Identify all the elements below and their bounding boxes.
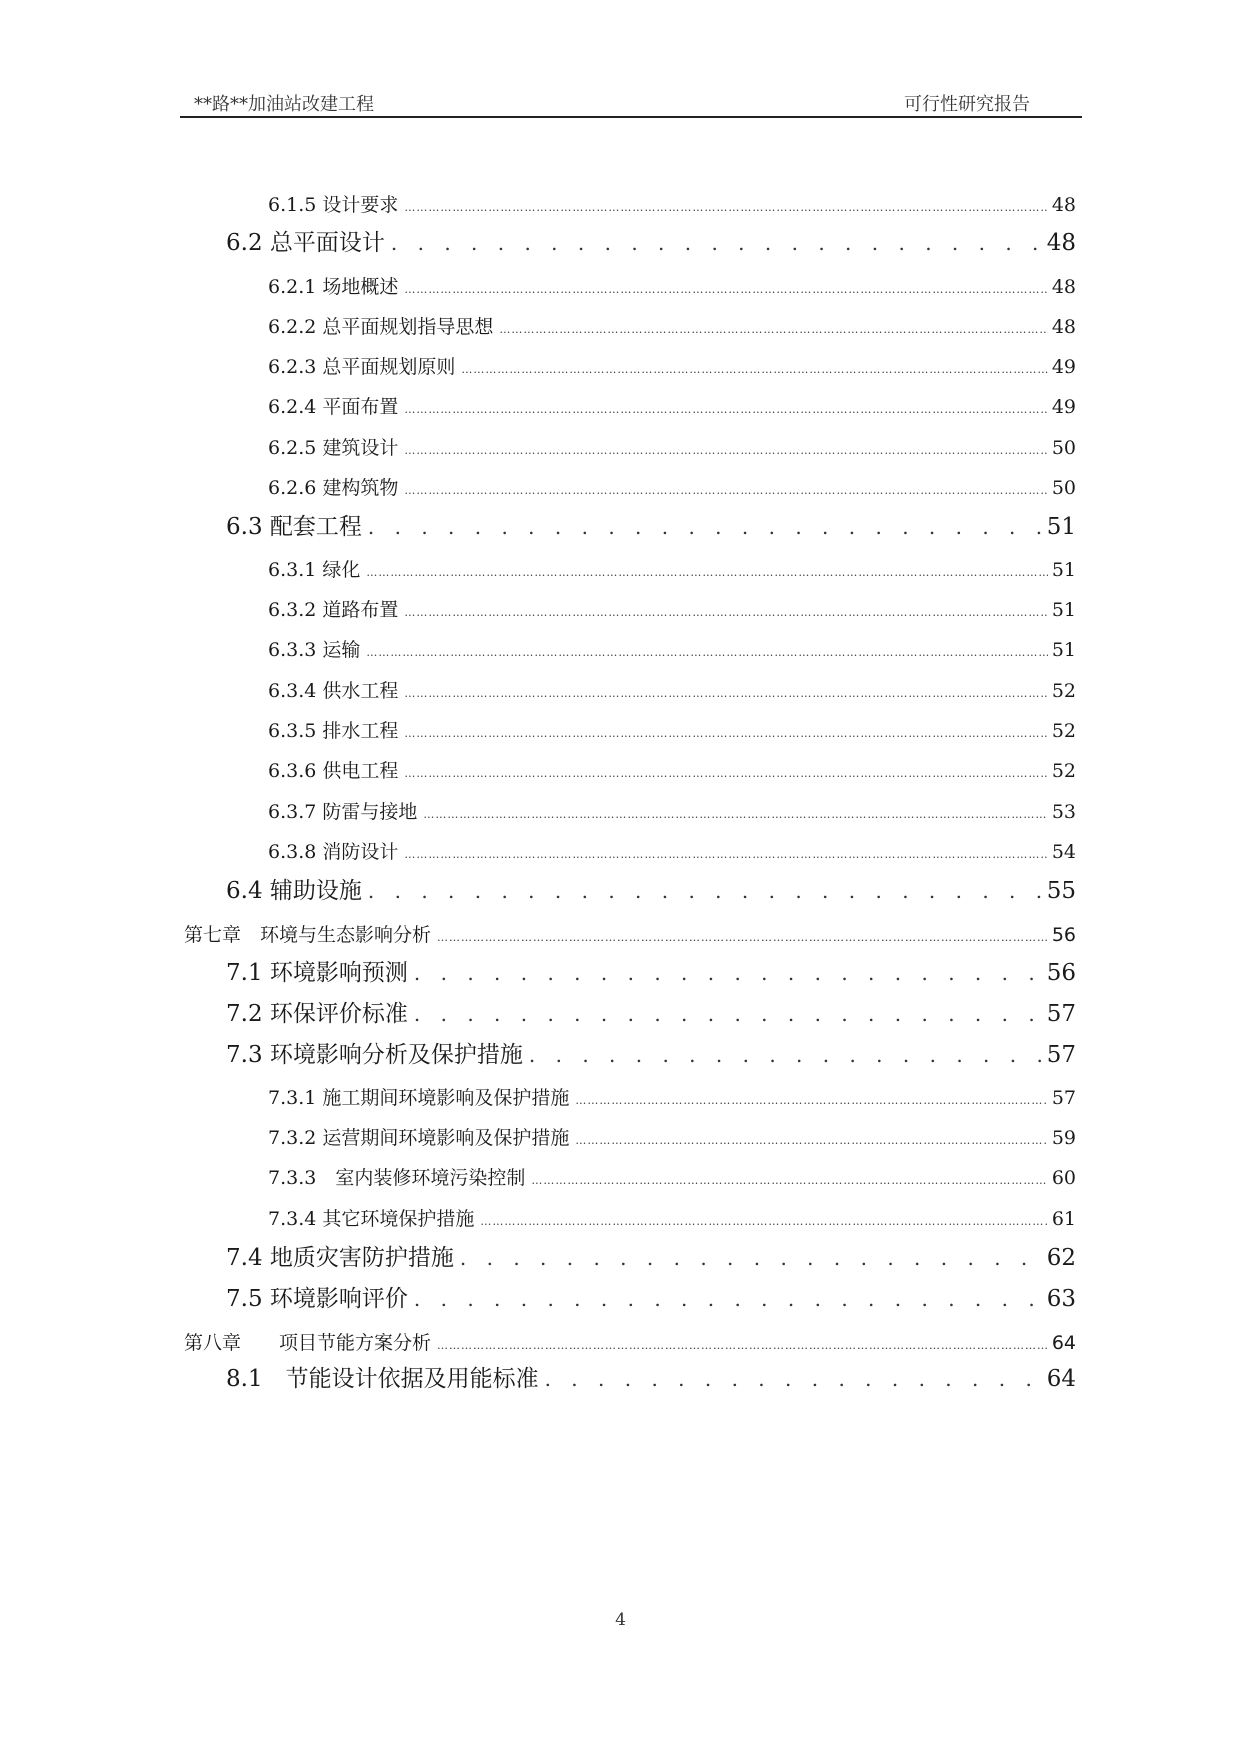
toc-entry-page: 49 [1051,356,1076,378]
toc-entry-page: 52 [1051,760,1076,782]
toc-entry-page: 51 [1051,599,1076,621]
toc-entry-title: 6.3 配套工程 [226,514,362,540]
toc-entry[interactable] [180,676,1076,703]
header-report-type: 可行性研究报告 [904,94,1030,115]
toc-entry-title: 6.3.6 供电工程 [268,760,399,782]
toc-leader-dots [368,879,1043,903]
toc-entry-title: 6.2.6 建构筑物 [268,477,399,499]
toc-entry-page: 56 [1051,924,1076,946]
toc-entry-page: 51 [1051,639,1076,661]
toc-entry-title: 6.2.1 场地概述 [268,276,399,298]
toc-entry-title: 6.4 辅助设施 [226,878,362,904]
toc-entry[interactable] [180,224,1076,257]
toc-entry[interactable] [180,1123,1076,1150]
toc-entry-page: 48 [1046,230,1076,256]
toc-leader-dots [480,1215,1047,1228]
toc-entry[interactable] [180,1036,1076,1069]
toc-entry[interactable] [180,312,1076,339]
toc-entry-page: 48 [1051,194,1076,216]
toc-entry[interactable] [180,954,1076,987]
toc-leader-dots [404,484,1047,497]
toc-leader-dots [404,687,1047,700]
toc-entry[interactable] [180,635,1076,662]
toc-entry-page: 57 [1051,1087,1076,1109]
toc-entry-title: 7.3.3 室内装修环境污染控制 [268,1167,526,1189]
toc-entry[interactable] [180,920,1076,947]
toc-entry-title: 6.3.8 消防设计 [268,841,399,863]
toc-entry-page: 61 [1051,1208,1076,1230]
toc-entry-title: 6.3.3 运输 [268,639,361,661]
toc-leader-dots [366,566,1047,579]
toc-leader-dots [366,646,1047,659]
toc-entry[interactable] [180,1239,1076,1272]
toc-entry-page: 48 [1051,276,1076,298]
toc-leader-dots [404,606,1047,619]
toc-leader-dots [423,808,1047,821]
toc-entry[interactable] [180,190,1076,217]
toc-entry[interactable] [180,797,1076,824]
toc-entry-title: 7.1 环境影响预测 [226,960,408,986]
toc-entry-page: 55 [1046,878,1076,904]
toc-entry[interactable] [180,508,1076,541]
toc-entry-title: 7.4 地质灾害防护措施 [226,1245,454,1271]
toc-leader-dots [414,1002,1043,1026]
toc-entry[interactable] [180,272,1076,299]
toc-leader-dots [437,931,1048,944]
toc-entry-title: 6.2.2 总平面规划指导思想 [268,316,494,338]
toc-leader-dots [368,515,1043,539]
toc-entry[interactable] [180,1280,1076,1313]
toc-entry[interactable] [180,1163,1076,1190]
toc-leader-dots [404,403,1047,416]
toc-entry[interactable] [180,872,1076,905]
toc-entry-page: 59 [1051,1127,1076,1149]
toc-leader-dots [461,363,1047,376]
header-document-title: **路**加油站改建工程 [194,94,374,115]
toc-entry-page: 50 [1051,477,1076,499]
toc-entry-title: 7.3.2 运营期间环境影响及保护措施 [268,1127,570,1149]
toc-entry[interactable] [180,716,1076,743]
toc-leader-dots [460,1246,1043,1270]
toc-entry-title: 6.2.4 平面布置 [268,396,399,418]
toc-entry-title: 6.3.4 供水工程 [268,680,399,702]
toc-entry[interactable] [180,837,1076,864]
toc-entry-page: 62 [1046,1245,1076,1271]
toc-entry-page: 56 [1046,960,1076,986]
toc-leader-dots [437,1339,1048,1352]
toc-entry[interactable] [180,433,1076,460]
toc-entry[interactable] [180,473,1076,500]
toc-entry[interactable] [180,1328,1076,1355]
toc-entry-page: 51 [1051,559,1076,581]
toc-leader-dots [404,767,1047,780]
toc-entry[interactable] [180,1083,1076,1110]
toc-entry-title: 6.3.5 排水工程 [268,720,399,742]
toc-entry[interactable] [180,392,1076,419]
toc-entry-title: 第八章 项目节能方案分析 [184,1332,432,1354]
toc-leader-dots [575,1094,1047,1107]
toc-entry-page: 51 [1046,514,1076,540]
toc-leader-dots [531,1174,1047,1187]
toc-entry-title: 6.3.7 防雷与接地 [268,801,418,823]
toc-entry-page: 64 [1046,1366,1076,1392]
toc-entry[interactable] [180,1360,1076,1393]
toc-entry-page: 52 [1051,720,1076,742]
toc-entry-page: 50 [1051,437,1076,459]
toc-entry-title: 6.2.3 总平面规划原则 [268,356,456,378]
toc-entry-page: 57 [1046,1042,1076,1068]
page-header [180,86,1082,118]
toc-entry-title: 7.3.1 施工期间环境影响及保护措施 [268,1087,570,1109]
toc-leader-dots [404,283,1047,296]
toc-leader-dots [414,961,1043,985]
toc-leader-dots [414,1287,1043,1311]
toc-entry[interactable] [180,595,1076,622]
toc-leader-dots [391,231,1043,255]
toc-entry-page: 57 [1046,1001,1076,1027]
toc-entry[interactable] [180,352,1076,379]
toc-entry-page: 64 [1051,1332,1076,1354]
toc-entry-page: 54 [1051,841,1076,863]
toc-leader-dots [404,444,1047,457]
toc-entry[interactable] [180,555,1076,582]
toc-entry-page: 49 [1051,396,1076,418]
toc-entry-title: 7.2 环保评价标准 [226,1001,408,1027]
toc-entry-title: 6.3.2 道路布置 [268,599,399,621]
toc-leader-dots [404,727,1047,740]
toc-entry-title: 6.2.5 建筑设计 [268,437,399,459]
toc-entry-title: 8.1 节能设计依据及用能标准 [226,1366,539,1392]
toc-entry-title: 6.3.1 绿化 [268,559,361,581]
page-number: 4 [615,1610,626,1630]
toc-entry-page: 48 [1051,316,1076,338]
toc-entry[interactable] [180,1204,1076,1231]
toc-entry[interactable] [180,756,1076,783]
toc-leader-dots [575,1134,1047,1147]
toc-entry-page: 53 [1051,801,1076,823]
toc-entry[interactable] [180,995,1076,1028]
toc-entry-title: 7.3.4 其它环境保护措施 [268,1208,475,1230]
toc-entry-title: 7.3 环境影响分析及保护措施 [226,1042,523,1068]
toc-entry-page: 52 [1051,680,1076,702]
toc-entry-page: 60 [1051,1167,1076,1189]
toc-entry-title: 6.1.5 设计要求 [268,194,399,216]
toc-entry-title: 第七章 环境与生态影响分析 [184,924,432,946]
toc-leader-dots [404,848,1047,861]
toc-leader-dots [404,201,1047,214]
toc-entry-title: 6.2 总平面设计 [226,230,385,256]
toc-leader-dots [545,1367,1043,1391]
toc-entry-title: 7.5 环境影响评价 [226,1286,408,1312]
toc-leader-dots [499,323,1047,336]
toc-entry-page: 63 [1046,1286,1076,1312]
toc-leader-dots [529,1043,1043,1067]
